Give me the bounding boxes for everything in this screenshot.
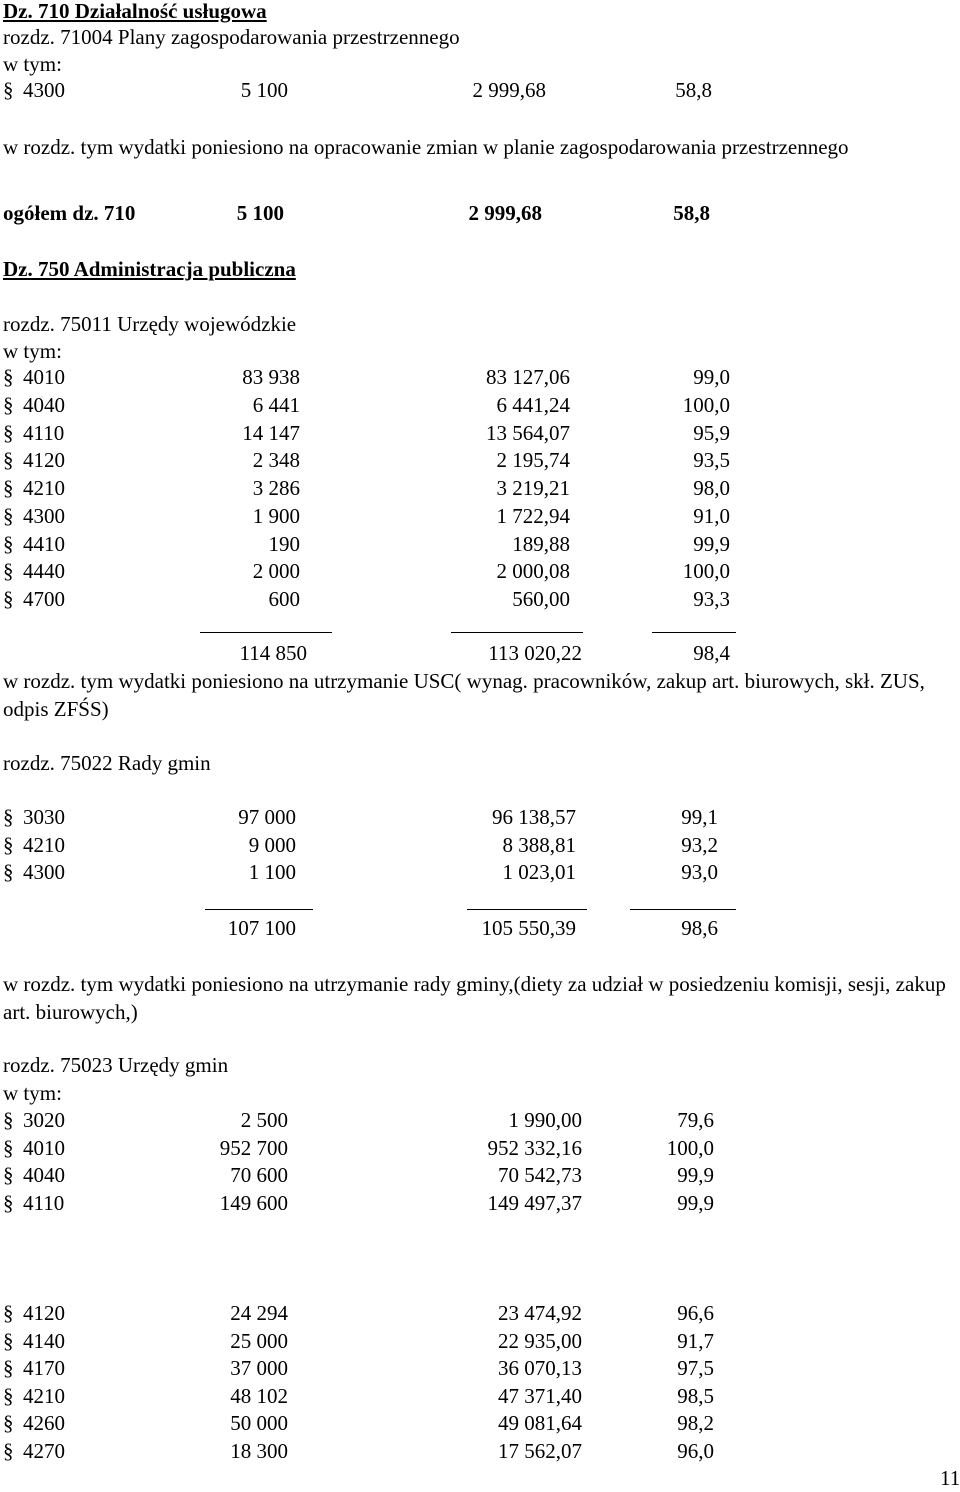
section-code: 4300: [23, 860, 65, 884]
plan-amount: 18 300: [230, 1438, 288, 1463]
executed-amount: 6 441,24: [496, 392, 570, 417]
paragraph-sign: §: [3, 1411, 14, 1435]
paragraph-sign: §: [3, 860, 14, 884]
table-row: [0, 531, 960, 558]
executed-amount: 1 990,00: [508, 1108, 582, 1132]
section-code: 4010: [23, 365, 65, 389]
executed-amount: 36 070,13: [498, 1356, 582, 1380]
execution-percent: 98,2: [677, 1411, 714, 1435]
section-code: 4120: [23, 1301, 65, 1325]
plan-amount: 1 100: [248, 860, 296, 884]
plan-amount: 2 348: [252, 448, 300, 473]
paragraph-sign: §: [3, 531, 14, 556]
executed-amount: 13 564,07: [486, 420, 570, 445]
total-pct: 98,4: [693, 641, 730, 665]
sum-rule: [451, 632, 583, 633]
paragraph-sign: §: [3, 832, 14, 857]
executed-amount: 23 474,92: [498, 1301, 582, 1325]
table-row: [0, 1438, 960, 1465]
total-exec: 113 020,22: [488, 641, 582, 665]
paragraph-sign: §: [3, 1108, 14, 1132]
table-row: [0, 503, 960, 530]
section-code: 4110: [23, 1190, 65, 1215]
paragraph-sign: §: [3, 587, 14, 611]
plan-amount: 14 147: [242, 420, 300, 445]
table-row: [0, 1328, 960, 1355]
execution-percent: 99,9: [677, 1190, 714, 1215]
plan-amount: 24 294: [230, 1301, 288, 1325]
section-code: 4140: [23, 1328, 65, 1353]
executed-amount: 952 332,16: [487, 1135, 582, 1160]
rozdz-75011-total-row: [0, 640, 960, 667]
executed-amount: 96 138,57: [492, 805, 576, 829]
table-row: [0, 1135, 960, 1162]
section-code: 4120: [23, 448, 65, 473]
plan-amount: 600: [268, 587, 300, 611]
execution-percent: 100,0: [666, 1135, 714, 1160]
page-number: 11: [940, 1466, 960, 1490]
table-row: [0, 1162, 960, 1189]
paragraph-sign: §: [3, 1163, 14, 1187]
executed-amount: 189,88: [512, 531, 570, 556]
executed-amount: 47 371,40: [498, 1383, 582, 1408]
rozdz-71004-note: w rozdz. tym wydatki poniesiono na opracowanie zmian w planie zagospodarowania przestrzennego: [3, 135, 849, 159]
w-tym-label: w tym:: [3, 52, 62, 76]
plan-amount: 2 500: [240, 1108, 288, 1132]
sum-rule: [467, 909, 587, 910]
executed-amount: 2 000,08: [496, 559, 570, 584]
table-row: [0, 364, 960, 391]
paragraph-sign: §: [3, 1190, 14, 1215]
table-row: [0, 1383, 960, 1410]
section-heading-dz710: Dz. 710 Działalność usługowa: [3, 0, 267, 23]
executed-amount: 1 023,01: [502, 860, 576, 884]
execution-percent: 98,5: [677, 1383, 714, 1408]
plan-amount: 190: [268, 531, 300, 556]
total-pct: 58,8: [673, 201, 710, 225]
section-code: 4040: [23, 392, 65, 417]
plan-amount: 9 000: [248, 832, 296, 857]
paragraph-sign: §: [3, 1301, 14, 1325]
total-label: ogółem dz. 710: [3, 201, 136, 225]
plan-amount: 952 700: [219, 1135, 288, 1160]
execution-percent: 95,9: [693, 420, 730, 445]
table-row: [0, 832, 960, 859]
table-row: [0, 420, 960, 447]
execution-percent: 96,6: [677, 1301, 714, 1325]
table-row: [0, 1300, 960, 1327]
table-row: [0, 1190, 960, 1217]
total-plan: 5 100: [236, 201, 284, 225]
rozdz-75011-title: rozdz. 75011 Urzędy wojewódzkie: [3, 312, 297, 336]
plan-amount: 6 441: [252, 392, 300, 417]
executed-amount: 1 722,94: [496, 503, 570, 528]
paragraph-sign: §: [3, 1135, 14, 1160]
total-exec: 105 550,39: [481, 916, 576, 940]
executed-amount: 83 127,06: [486, 365, 570, 389]
section-code: 4010: [23, 1135, 65, 1160]
section-code: 3030: [23, 805, 65, 829]
plan-amount: 48 102: [230, 1383, 288, 1408]
table-row: [0, 447, 960, 474]
rozdz-75022-title: rozdz. 75022 Rady gmin: [3, 751, 211, 775]
executed-amount: 70 542,73: [498, 1163, 582, 1187]
plan-amount: 3 286: [252, 476, 300, 500]
total-dz710-row: [0, 200, 960, 227]
executed-amount: 2 195,74: [496, 448, 570, 473]
section-code: 4260: [23, 1411, 65, 1435]
execution-percent: 98,0: [693, 476, 730, 500]
paragraph-sign: §: [3, 448, 14, 473]
section-code: 4210: [23, 832, 65, 857]
paragraph-sign: §: [3, 1328, 14, 1353]
plan-amount: 149 600: [219, 1190, 288, 1215]
paragraph-sign: §: [3, 78, 14, 102]
execution-percent: 97,5: [677, 1356, 714, 1380]
rozdz-75011-note: w rozdz. tym wydatki poniesiono na utrzymanie USC( wynag. pracowników, zakup art. biurowych, skł. ZUS, odpis ZFŚS): [3, 669, 925, 721]
execution-percent: 96,0: [677, 1438, 714, 1463]
sum-rule: [200, 632, 332, 633]
total-exec: 2 999,68: [468, 201, 542, 225]
executed-amount: 8 388,81: [502, 832, 576, 857]
section-code: 4300: [23, 78, 65, 102]
section-code: 4270: [23, 1438, 65, 1463]
execution-percent: 99,1: [681, 805, 718, 829]
table-row: [0, 859, 960, 886]
paragraph-sign: §: [3, 420, 14, 445]
paragraph-sign: §: [3, 476, 14, 500]
section-code: 4210: [23, 476, 65, 500]
execution-percent: 91,7: [677, 1328, 714, 1353]
plan-amount: 5 100: [240, 78, 288, 102]
plan-amount: 1 900: [252, 503, 300, 528]
section-code: 4410: [23, 531, 65, 556]
section-code: 4170: [23, 1356, 65, 1380]
paragraph-sign: §: [3, 1383, 14, 1408]
paragraph-sign: §: [3, 392, 14, 417]
rozdz-75023-title: rozdz. 75023 Urzędy gmin: [3, 1053, 229, 1077]
sum-rule: [630, 909, 736, 910]
paragraph-sign: §: [3, 365, 14, 389]
total-plan: 107 100: [227, 916, 296, 940]
plan-amount: 70 600: [230, 1163, 288, 1187]
paragraph-sign: §: [3, 559, 14, 584]
execution-percent: 93,5: [693, 448, 730, 473]
plan-amount: 2 000: [252, 559, 300, 584]
paragraph-sign: §: [3, 1438, 14, 1463]
executed-amount: 17 562,07: [498, 1438, 582, 1463]
section-heading-dz750: Dz. 750 Administracja publiczna: [3, 257, 296, 281]
executed-amount: 560,00: [512, 587, 570, 611]
section-code: 4040: [23, 1163, 65, 1187]
paragraph-sign: §: [3, 805, 14, 829]
execution-percent: 99,0: [693, 365, 730, 389]
execution-percent: 79,6: [677, 1108, 714, 1132]
table-row: [0, 475, 960, 502]
section-code: 4300: [23, 503, 65, 528]
execution-percent: 91,0: [693, 503, 730, 528]
plan-amount: 37 000: [230, 1356, 288, 1380]
section-code: 4440: [23, 559, 65, 584]
table-row: [0, 392, 960, 419]
section-code: 3020: [23, 1108, 65, 1132]
execution-percent: 100,0: [682, 392, 730, 417]
paragraph-sign: §: [3, 1356, 14, 1380]
executed-amount: 3 219,21: [496, 476, 570, 500]
section-code: 4210: [23, 1383, 65, 1408]
execution-percent: 99,9: [693, 531, 730, 556]
sum-rule: [652, 632, 736, 633]
execution-percent: 100,0: [682, 559, 730, 584]
sum-rule: [205, 909, 313, 910]
rozdz-71004-title: rozdz. 71004 Plany zagospodarowania przestrzennego: [3, 25, 460, 49]
table-row: [0, 77, 960, 104]
paragraph-sign: §: [3, 503, 14, 528]
total-pct: 98,6: [681, 916, 718, 940]
plan-amount: 83 938: [242, 365, 300, 389]
table-row: [0, 1410, 960, 1437]
table-row: [0, 804, 960, 831]
executed-amount: 22 935,00: [498, 1328, 582, 1353]
executed-amount: 2 999,68: [472, 78, 546, 102]
execution-percent: 93,3: [693, 587, 730, 611]
rozdz-75022-note: w rozdz. tym wydatki poniesiono na utrzymanie rady gminy,(diety za udział w posiedzeniu komisji, sesji, zakup art. biurowych,): [3, 972, 946, 1024]
executed-amount: 49 081,64: [498, 1411, 582, 1435]
execution-percent: 93,2: [681, 832, 718, 857]
executed-amount: 149 497,37: [487, 1190, 582, 1215]
plan-amount: 97 000: [238, 805, 296, 829]
w-tym-label: w tym:: [3, 1081, 62, 1105]
section-code: 4700: [23, 587, 65, 611]
total-plan: 114 850: [239, 641, 307, 665]
execution-percent: 99,9: [677, 1163, 714, 1187]
execution-percent: 93,0: [681, 860, 718, 884]
table-row: [0, 1355, 960, 1382]
table-row: [0, 1107, 960, 1134]
section-code: 4110: [23, 420, 65, 445]
plan-amount: 50 000: [230, 1411, 288, 1435]
plan-amount: 25 000: [230, 1328, 288, 1353]
table-row: [0, 558, 960, 585]
w-tym-label: w tym:: [3, 339, 62, 363]
execution-percent: 58,8: [675, 78, 712, 102]
table-row: [0, 586, 960, 613]
rozdz-75022-total-row: [0, 915, 960, 942]
